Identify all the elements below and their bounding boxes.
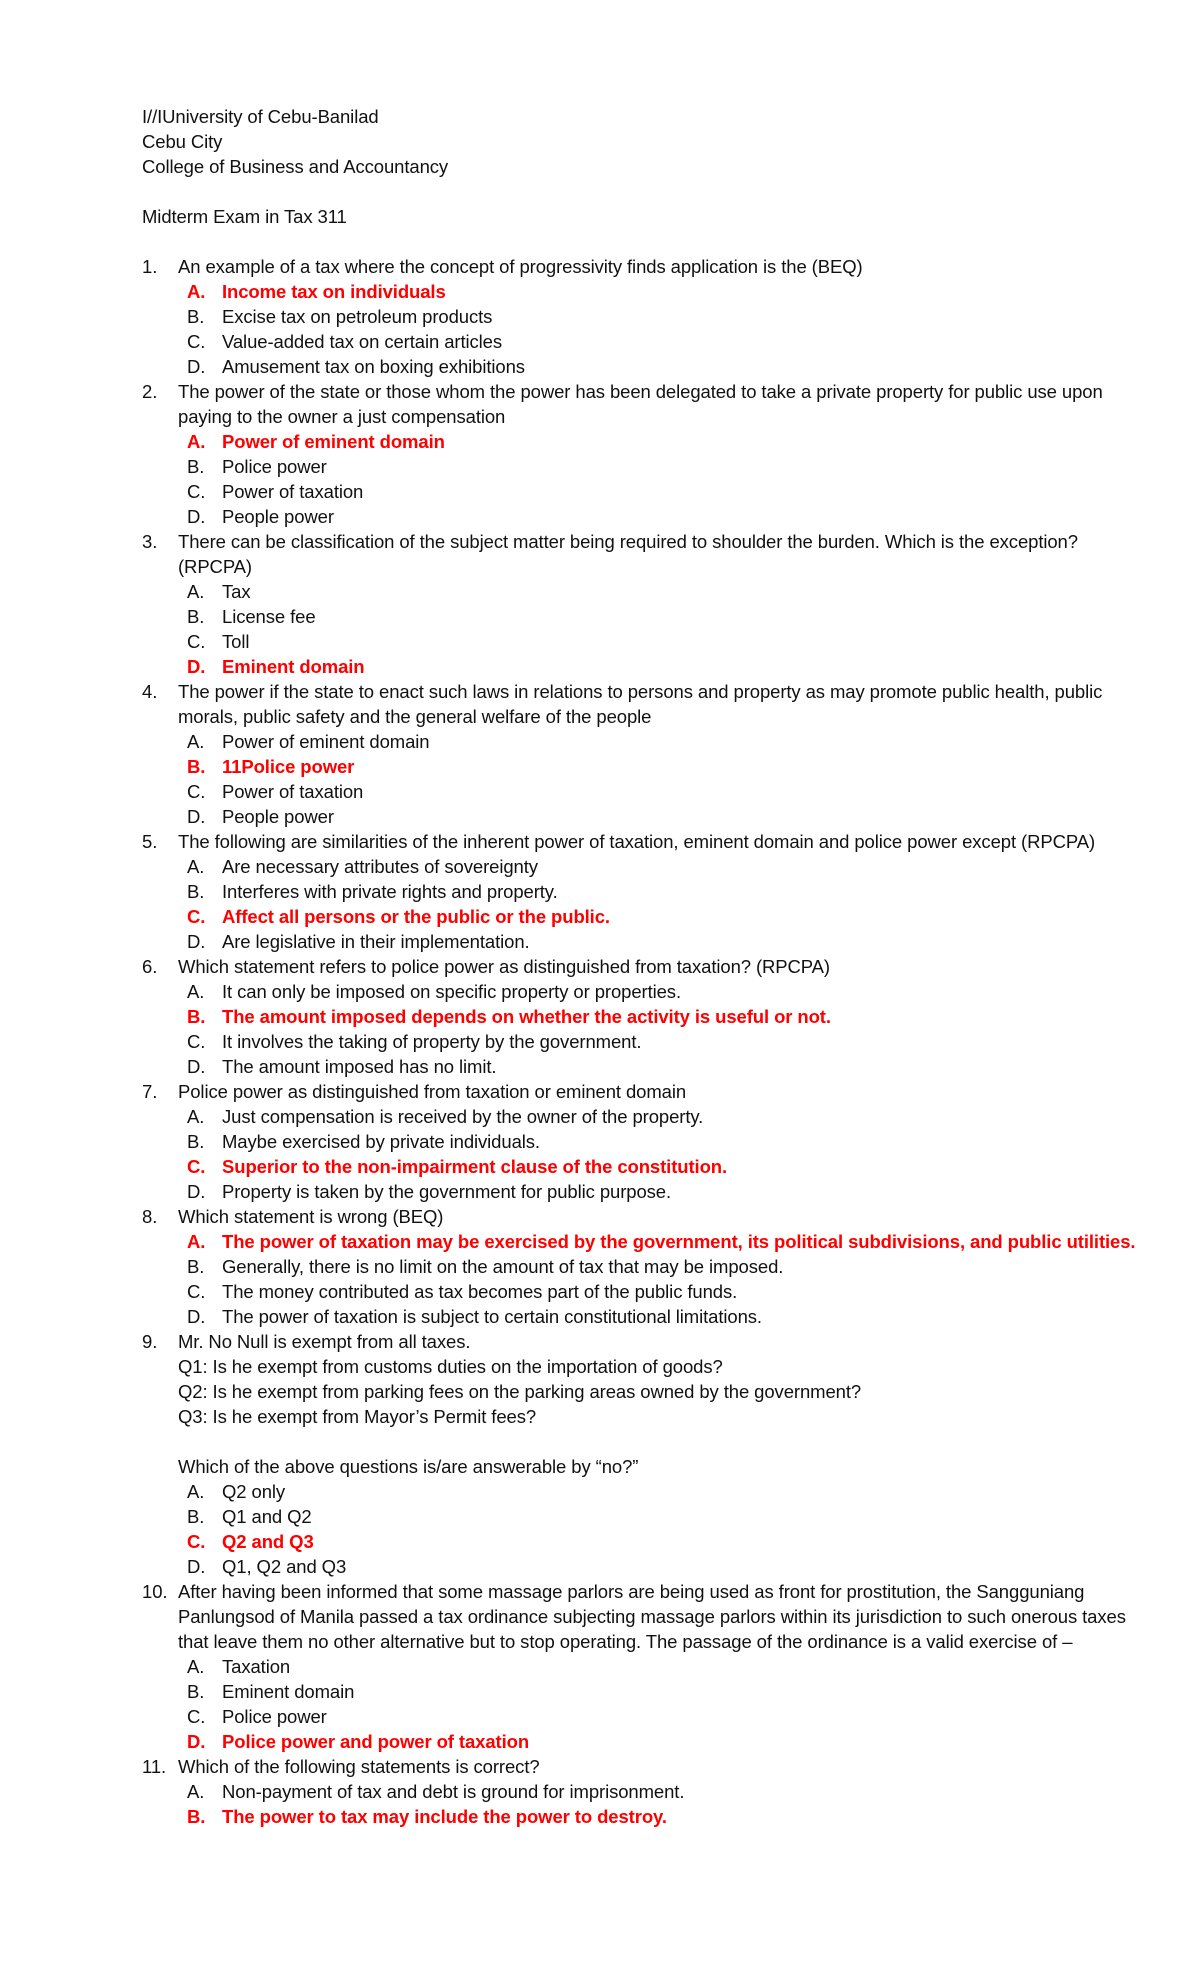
option-letter: C. [187, 781, 206, 802]
option-letter: D. [187, 656, 206, 677]
options-list [178, 729, 1140, 829]
question-number: 1. [142, 256, 158, 277]
answer-option-correct [178, 904, 1140, 929]
option-text: Income tax on individuals [222, 281, 446, 302]
question-text: Which statement is wrong (BEQ) [178, 1206, 444, 1227]
option-letter: C. [187, 331, 206, 352]
option-text: Tax [222, 581, 251, 602]
question-item [142, 1329, 1140, 1579]
option-text: Q2 only [222, 1481, 286, 1502]
option-letter: C. [187, 481, 206, 502]
option-letter: D. [187, 931, 206, 952]
option-letter: B. [187, 756, 206, 777]
answer-option [178, 929, 1140, 954]
question-item [142, 954, 1140, 1079]
question-item [142, 829, 1140, 954]
option-letter: B. [187, 1806, 206, 1827]
option-text: Non-payment of tax and debt is ground for imprisonment. [222, 1781, 685, 1802]
question-item [142, 679, 1140, 829]
option-letter: A. [187, 1106, 205, 1127]
option-letter: A. [187, 856, 205, 877]
option-text: Police power and power of taxation [222, 1731, 530, 1752]
options-list [178, 854, 1140, 954]
options-list [178, 979, 1140, 1079]
option-text: It can only be imposed on specific property or properties. [222, 981, 681, 1002]
option-text: 11Police power [222, 756, 355, 777]
question-number: 2. [142, 381, 158, 402]
answer-option-correct [178, 1804, 1140, 1829]
question-item [142, 1579, 1140, 1754]
answer-option-correct [178, 1529, 1140, 1554]
option-text: It involves the taking of property by the government. [222, 1031, 642, 1052]
option-letter: C. [187, 1156, 206, 1177]
option-text: Superior to the non-impairment clause of the constitution. [222, 1156, 728, 1177]
answer-option [178, 1504, 1140, 1529]
option-letter: D. [187, 1731, 206, 1752]
option-letter: C. [187, 631, 206, 652]
spacer [142, 229, 1140, 254]
answer-option-correct [178, 429, 1140, 454]
answer-option [178, 629, 1140, 654]
option-letter: D. [187, 356, 206, 377]
option-text: The power of taxation is subject to certain constitutional limitations. [222, 1306, 762, 1327]
option-text: Q2 and Q3 [222, 1531, 314, 1552]
answer-option [178, 729, 1140, 754]
option-text: Affect all persons or the public or the public. [222, 906, 610, 927]
option-text: The money contributed as tax becomes part of the public funds. [222, 1281, 738, 1302]
option-text: Generally, there is no limit on the amount of tax that may be imposed. [222, 1256, 784, 1277]
answer-option [178, 1704, 1140, 1729]
question-number: 9. [142, 1331, 158, 1352]
answer-option [178, 479, 1140, 504]
option-letter: B. [187, 1681, 205, 1702]
question-item [142, 1204, 1140, 1329]
question-item [142, 1079, 1140, 1204]
question-followup: Which of the above questions is/are answerable by “no?” [178, 1456, 639, 1477]
answer-option [178, 1129, 1140, 1154]
option-letter: D. [187, 806, 206, 827]
option-letter: B. [187, 881, 205, 902]
answer-option [178, 304, 1140, 329]
answer-option [178, 1479, 1140, 1504]
answer-option [178, 579, 1140, 604]
answer-option [178, 354, 1140, 379]
answer-option-correct [178, 654, 1140, 679]
question-subline: Q2: Is he exempt from parking fees on the parking areas owned by the government? [178, 1381, 862, 1402]
option-text: Power of taxation [222, 481, 364, 502]
answer-option [178, 1304, 1140, 1329]
option-text: The amount imposed has no limit. [222, 1056, 497, 1077]
option-letter: B. [187, 1256, 205, 1277]
option-letter: D. [187, 1556, 206, 1577]
answer-option [178, 604, 1140, 629]
option-text: Taxation [222, 1656, 291, 1677]
question-subline: Q1: Is he exempt from customs duties on the importation of goods? [178, 1356, 723, 1377]
option-letter: B. [187, 456, 205, 477]
question-item [142, 379, 1140, 529]
option-letter: B. [187, 306, 205, 327]
options-list [178, 1779, 1140, 1829]
question-number: 4. [142, 681, 158, 702]
answer-option-correct [178, 754, 1140, 779]
option-text: Just compensation is received by the owner of the property. [222, 1106, 704, 1127]
answer-option [178, 804, 1140, 829]
option-text: Interferes with private rights and property. [222, 881, 558, 902]
option-text: The amount imposed depends on whether the activity is useful or not. [222, 1006, 831, 1027]
answer-option [178, 1104, 1140, 1129]
option-letter: A. [187, 281, 206, 302]
option-text: Value-added tax on certain articles [222, 331, 502, 352]
answer-option-correct [178, 1229, 1140, 1254]
question-number: 8. [142, 1206, 158, 1227]
option-letter: B. [187, 1131, 205, 1152]
question-item [142, 529, 1140, 679]
option-letter: C. [187, 1706, 206, 1727]
options-list [178, 579, 1140, 679]
answer-option-correct [178, 1154, 1140, 1179]
option-letter: A. [187, 1231, 206, 1252]
answer-option-correct [178, 1004, 1140, 1029]
option-text: Amusement tax on boxing exhibitions [222, 356, 525, 377]
option-text: Q1, Q2 and Q3 [222, 1556, 347, 1577]
university-name: I//IUniversity of Cebu-Banilad [142, 106, 379, 127]
option-letter: A. [187, 1781, 205, 1802]
answer-option-correct [178, 1729, 1140, 1754]
option-letter: C. [187, 906, 206, 927]
question-item [142, 1754, 1140, 1829]
option-letter: D. [187, 1306, 206, 1327]
question-text: After having been informed that some massage parlors are being used as front for prostitution, the Sangguniang Panlungsod of Manila passed a tax ordinance subjecting massage parlors within its jurisdiction to such onerous taxes that leave them no other alternative but to stop operating. The passage of the ordinance is a valid exercise of – [178, 1581, 1126, 1652]
question-list [142, 254, 1140, 1829]
option-letter: D. [187, 506, 206, 527]
option-letter: A. [187, 581, 205, 602]
option-text: Toll [222, 631, 250, 652]
answer-option [178, 1654, 1140, 1679]
option-text: Maybe exercised by private individuals. [222, 1131, 540, 1152]
option-letter: D. [187, 1056, 206, 1077]
answer-option [178, 1029, 1140, 1054]
question-item [142, 254, 1140, 379]
question-text: The following are similarities of the inherent power of taxation, eminent domain and police power except (RPCPA) [178, 831, 1096, 852]
answer-option [178, 454, 1140, 479]
question-subline: Q3: Is he exempt from Mayor’s Permit fees? [178, 1406, 537, 1427]
options-list [178, 1229, 1140, 1329]
option-text: Eminent domain [222, 656, 365, 677]
answer-option [178, 1679, 1140, 1704]
option-letter: A. [187, 981, 205, 1002]
option-letter: C. [187, 1281, 206, 1302]
options-list [178, 429, 1140, 529]
question-number: 11. [142, 1756, 167, 1777]
answer-option [178, 1279, 1140, 1304]
answer-option-correct [178, 279, 1140, 304]
answer-option [178, 854, 1140, 879]
answer-option [178, 979, 1140, 1004]
city-name: Cebu City [142, 131, 223, 152]
question-text: The power if the state to enact such laws in relations to persons and property as may promote public health, public morals, public safety and the general welfare of the people [178, 681, 1103, 727]
option-text: People power [222, 806, 334, 827]
option-letter: B. [187, 1506, 205, 1527]
question-text: Mr. No Null is exempt from all taxes. [178, 1331, 471, 1352]
option-text: Excise tax on petroleum products [222, 306, 493, 327]
answer-option [178, 1054, 1140, 1079]
option-text: The power of taxation may be exercised by the government, its political subdivisions, and public utilities. [222, 1231, 1136, 1252]
question-text: There can be classification of the subject matter being required to shoulder the burden. Which is the exception? (RPCPA) [178, 531, 1078, 577]
spacer [178, 1429, 1140, 1454]
option-text: Police power [222, 1706, 327, 1727]
answer-option [178, 779, 1140, 804]
option-letter: C. [187, 1031, 206, 1052]
answer-option [178, 1779, 1140, 1804]
option-text: Property is taken by the government for public purpose. [222, 1181, 672, 1202]
exam-title: Midterm Exam in Tax 311 [142, 206, 347, 227]
options-list [178, 1654, 1140, 1754]
option-text: Power of taxation [222, 781, 364, 802]
option-text: People power [222, 506, 334, 527]
options-list [178, 1104, 1140, 1204]
option-text: Eminent domain [222, 1681, 355, 1702]
question-number: 5. [142, 831, 158, 852]
option-text: Are legislative in their implementation. [222, 931, 530, 952]
question-text: An example of a tax where the concept of progressivity finds application is the (BEQ) [178, 256, 863, 277]
question-number: 10. [142, 1581, 168, 1602]
option-text: License fee [222, 606, 316, 627]
option-letter: B. [187, 1006, 206, 1027]
question-text: Which statement refers to police power as distinguished from taxation? (RPCPA) [178, 956, 830, 977]
answer-option [178, 1179, 1140, 1204]
question-number: 7. [142, 1081, 158, 1102]
option-letter: A. [187, 1481, 205, 1502]
question-number: 3. [142, 531, 158, 552]
option-text: Police power [222, 456, 327, 477]
option-letter: B. [187, 606, 205, 627]
option-text: Are necessary attributes of sovereignty [222, 856, 538, 877]
options-list [178, 279, 1140, 379]
answer-option [178, 504, 1140, 529]
option-letter: A. [187, 431, 206, 452]
question-text: Police power as distinguished from taxation or eminent domain [178, 1081, 687, 1102]
answer-option [178, 329, 1140, 354]
options-list [178, 1479, 1140, 1579]
answer-option [178, 1254, 1140, 1279]
option-text: The power to tax may include the power to destroy. [222, 1806, 667, 1827]
option-letter: A. [187, 731, 205, 752]
option-text: Power of eminent domain [222, 731, 430, 752]
option-letter: A. [187, 1656, 205, 1677]
question-text: The power of the state or those whom the power has been delegated to take a private property for public use upon paying to the owner a just compensation [178, 381, 1103, 427]
option-text: Q1 and Q2 [222, 1506, 312, 1527]
college-name: College of Business and Accountancy [142, 156, 449, 177]
spacer [142, 179, 1140, 204]
option-letter: C. [187, 1531, 206, 1552]
answer-option [178, 879, 1140, 904]
question-text: Which of the following statements is correct? [178, 1756, 540, 1777]
answer-option [178, 1554, 1140, 1579]
question-number: 6. [142, 956, 158, 977]
option-text: Power of eminent domain [222, 431, 445, 452]
option-letter: D. [187, 1181, 206, 1202]
